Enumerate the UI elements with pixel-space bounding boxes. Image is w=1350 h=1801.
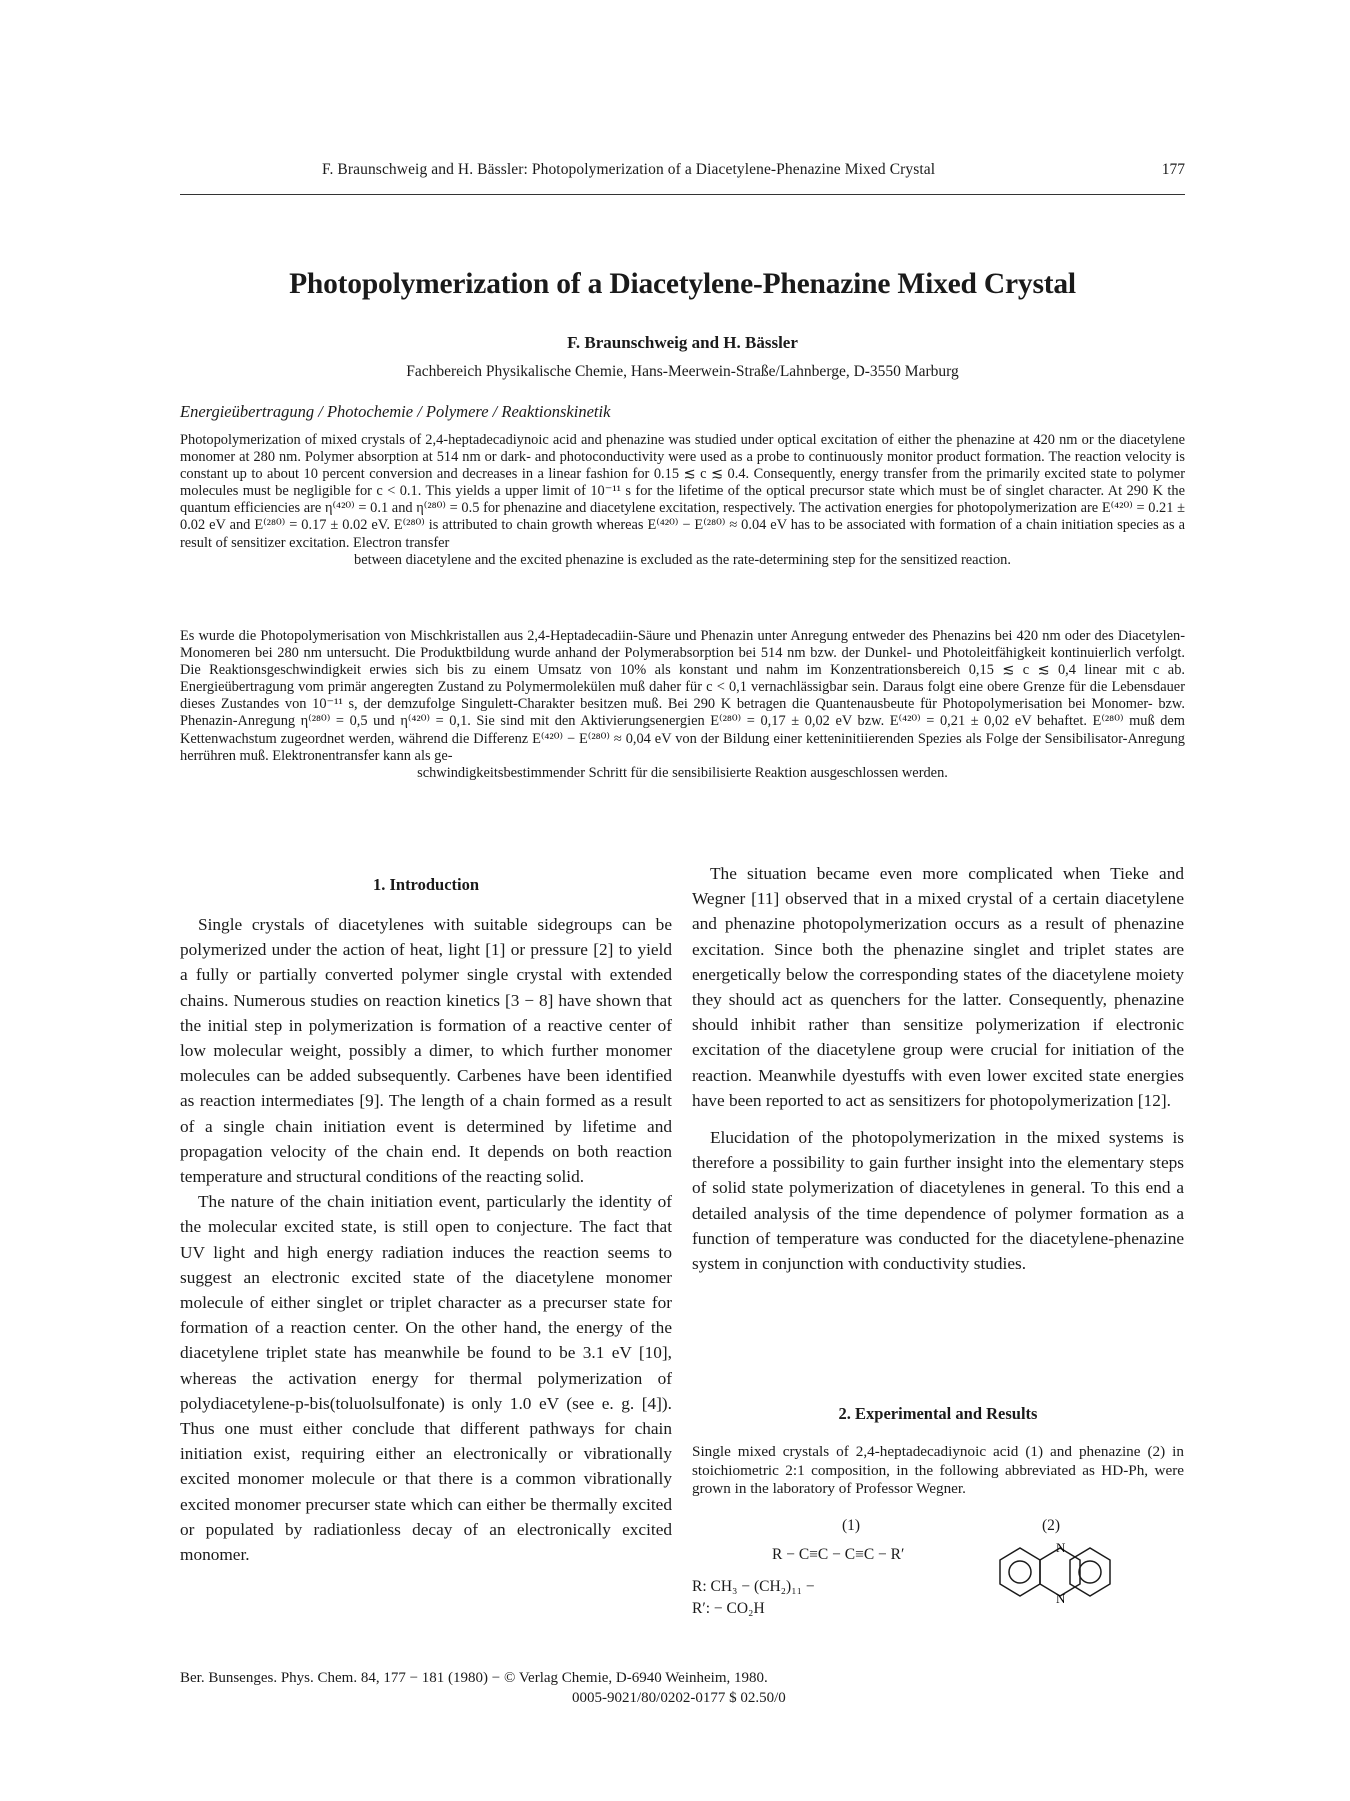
- right-column: [692, 861, 1184, 1276]
- compound-1-label: (1): [842, 1517, 861, 1534]
- affiliation: Fachbereich Physikalische Chemie, Hans-Meerwein-Straße/Lahnberge, D-3550 Marburg: [406, 363, 959, 380]
- abstract-german-last-line: schwindigkeitsbestimmender Schritt für die sensibilisierte Reaktion ausgeschlossen werden.: [417, 764, 948, 781]
- intro-paragraph-4: Elucidation of the photopolymerization in the mixed systems is therefore a possibility to gain further insight into the elementary steps of solid state polymerization of diacetylenes in general. To this end a detailed analysis of the time dependence of polymer formation as a function of temperature was conducted for the diacetylene-phenazine system in conjunction with conductivity studies.: [692, 1128, 1184, 1274]
- section-heading-experimental: 2. Experimental and Results: [838, 1404, 1038, 1423]
- running-head-text: F. Braunschweig and H. Bässler: Photopolymerization of a Diacetylene-Phenazine Mixed Crystal: [322, 161, 936, 178]
- abstract-english-body: Photopolymerization of mixed crystals of 2,4-heptadecadiynoic acid and phenazine was studied under optical excitation of either the phenazine at 420 nm or the diacetylene monomer at 280 nm. Polymer absorption at 514 nm or dark- and photoconductivity were used as a probe to continuously monitor product formation. The reaction velocity is constant up to about 10 percent conversion and decreases in a linear fashion for 0.15 ≲ c ≲ 0.4. Consequently, energy transfer from the primarily excited state to polymer molecules must be negligible for c < 0.1. This yields a upper limit of 10⁻¹¹ s for the lifetime of the optical precursor state which must be of singlet character. At 290 K the quantum efficiencies are η⁽⁴²⁰⁾ = 0.1 and η⁽²⁸⁰⁾ = 0.5 for phenazine and diacetylene excitation, respectively. The activation energies for photopolymerization are E⁽⁴²⁰⁾ = 0.21 ± 0.02 eV and E⁽²⁸⁰⁾ = 0.17 ± 0.02 eV. E⁽²⁸⁰⁾ is attributed to chain growth whereas E⁽⁴²⁰⁾ − E⁽²⁸⁰⁾ ≈ 0.04 eV has to be associated with formation of a chain initiation species as a result of sensitizer excitation. Electron transfer: [180, 432, 1185, 551]
- page-number: 177: [1161, 161, 1185, 178]
- phenazine-right-ring: [1070, 1548, 1110, 1596]
- phenazine-right-aromatic-circle: [1079, 1561, 1101, 1583]
- running-head: [180, 160, 1185, 195]
- intro-paragraph-3: The situation became even more complicated when Tieke and Wegner [11] observed that in a mixed crystal of a certain diacetylene and phenazine photopolymerization occurs as a result of phenazine excitation. Since both the phenazine singlet and triplet states are energetically below the corresponding states of the diacetylene moiety they should act as quenchers for the latter. Consequently, phenazine should inhibit rather than sensitize polymerization if electronic excitation of the diacetylene group were crucial for initiation of the reaction. Meanwhile dyestuffs with even lower excited state energies have been reported to act as sensitizers for photopolymerization [12].: [692, 864, 1184, 1110]
- phenazine-center-ring: [1040, 1548, 1080, 1596]
- abstract-english-last-line: between diacetylene and the excited phenazine is excluded as the rate-determining step for the sensitized reaction.: [354, 551, 1011, 568]
- left-column: [180, 874, 672, 1567]
- authors: F. Braunschweig and H. Bässler: [567, 333, 798, 352]
- phenazine-left-ring: [1000, 1548, 1040, 1596]
- phenazine-left-aromatic-circle: [1009, 1561, 1031, 1583]
- section-heading-introduction: 1. Introduction: [372, 875, 480, 894]
- diacetylene-formula: R − C≡C − C≡C − R′: [772, 1546, 905, 1563]
- intro-paragraph-2: The nature of the chain initiation event, particularly the identity of the molecular excited state, is still open to conjecture. The fact that UV light and high energy radiation induces the reaction seems to suggest an electronic excited state of the diacetylene monomer molecule of either singlet or triplet character as a precurser state for formation of a reaction center. On the other hand, the energy of the diacetylene triplet state has meanwhile be found to be 3.1 eV [10], whereas the activation energy for thermal polymerization of polydiacetylene-p-bis(toluolsulfonate) is only 1.0 eV (see e. g. [4]). Thus one must either conclude that different pathways for chain initiation exist, requiring either an electronically or vibrationally excited monomer molecule or that there is a common vibrationally excited monomer precurser state which can either be thermally excited or populated by radiationless decay of an electronically excited monomer.: [180, 1192, 672, 1565]
- citation-line: Ber. Bunsenges. Phys. Chem. 84, 177 − 181 (1980) − © Verlag Chemie, D-6940 Weinheim, 1980.: [180, 1670, 768, 1686]
- abstract-german: [180, 628, 1185, 782]
- r-group-definition: R: CH₃ − (CH₂)₁₁ −: [692, 1578, 815, 1595]
- phenazine-structure: [996, 1540, 1114, 1612]
- phenazine-nitrogen-top: N: [1056, 1540, 1066, 1555]
- keywords: Energieübertragung / Photochemie / Polymere / Reaktionskinetik: [180, 402, 611, 421]
- phenazine-nitrogen-bottom: N: [1056, 1591, 1066, 1606]
- issn-code: 0005-9021/80/0202-0177 $ 02.50/0: [572, 1690, 786, 1706]
- r-prime-definition: R′: − CO₂H: [692, 1600, 765, 1617]
- intro-paragraph-1: Single crystals of diacetylenes with suitable sidegroups can be polymerized under the action of heat, light [1] or pressure [2] to yield a fully or partially converted polymer single crystal with extended chains. Numerous studies on reaction kinetics [3 − 8] have shown that the initial step in polymerization is formation of a reactive center of low molecular weight, possibly a dimer, to which further monomer molecules can be added subsequently. Carbenes have been identified as reaction intermediates [9]. The length of a chain formed as a result of a single chain initiation event is determined by lifetime and propagation velocity of the chain end. It depends on both reaction temperature and structural conditions of the reacting solid.: [180, 915, 672, 1187]
- paper-title: Photopolymerization of a Diacetylene-Phenazine Mixed Crystal: [289, 268, 1076, 300]
- experimental-paragraph-1: Single mixed crystals of 2,4-heptadecadiynoic acid (1) and phenazine (2) in stoichiometric 2:1 composition, in the following abbreviated as HD-Ph, were grown in the laboratory of Professor Wegner.: [692, 1443, 1184, 1497]
- abstract-english: [180, 432, 1185, 569]
- compound-2-label: (2): [1042, 1517, 1061, 1534]
- abstract-german-body: Es wurde die Photopolymerisation von Mischkristallen aus 2,4-Heptadecadiin-Säure und Phenazin unter Anregung entweder des Phenazins bei 420 nm oder des Diacetylen-Monomeren bei 280 nm untersucht. Die Produktbildung wurde anhand der Polymerabsorption bei 514 nm bzw. der Dunkel- und Photoleitfähigkeit kontinuierlich verfolgt. Die Reaktionsgeschwindigkeit erwies sich bis zu einem Umsatz von 10% als konstant und nahm im Konzentrationsbereich 0,15 ≲ c ≲ 0,4 linear mit c ab. Energieübertragung vom primär angeregten Zustand zu Polymermolekülen muß daher für c < 0,1 vernachlässigbar sein. Daraus folgt eine obere Grenze für die Lebensdauer dieses Zustandes von 10⁻¹¹ s, der demzufolge Singulett-Charakter besitzen muß. Bei 290 K betragen die Quantenausbeute für Photopolymerisation bei Monomer- bzw. Phenazin-Anregung η⁽²⁸⁰⁾ = 0,5 und η⁽⁴²⁰⁾ = 0,1. Sie sind mit den Aktivierungsenergien E⁽²⁸⁰⁾ = 0,17 ± 0,02 eV bzw. E⁽⁴²⁰⁾ = 0,21 ± 0,02 eV behaftet. E⁽²⁸⁰⁾ muß dem Kettenwachstum zugeordnet werden, während die Differenz E⁽⁴²⁰⁾ − E⁽²⁸⁰⁾ ≈ 0,04 eV von der Bildung einer ketteninitiierenden Spezies als Folge der Sensibilisator-Anregung herrühren muß. Elektronentransfer kann als ge-: [180, 628, 1185, 764]
